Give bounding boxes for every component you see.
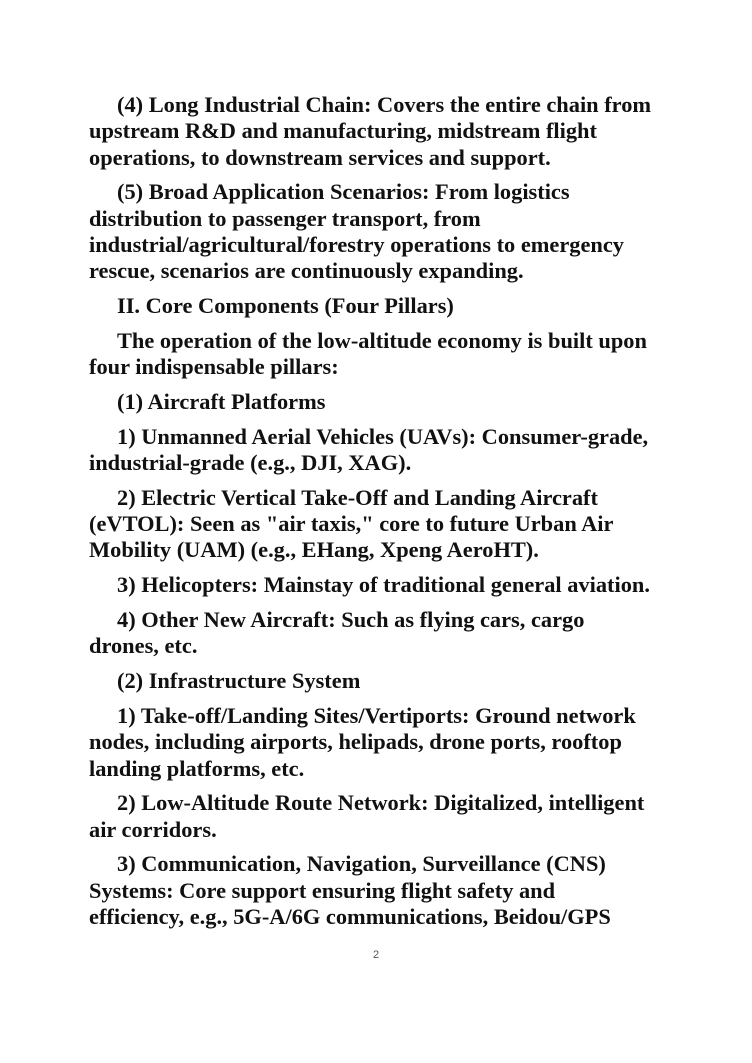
paragraph-broad-application-scenarios xyxy=(89,179,669,284)
text-line: upstream R&D and manufacturing, midstream flight xyxy=(89,118,597,144)
text-line: efficiency, e.g., 5G-A/6G communications, Beidou/GPS xyxy=(89,904,611,930)
text-line: four indispensable pillars: xyxy=(89,354,339,380)
document-page-body xyxy=(89,92,669,939)
subheading-infrastructure-system xyxy=(89,668,669,694)
text-line: II. Core Components (Four Pillars) xyxy=(117,293,454,319)
text-line: (1) Aircraft Platforms xyxy=(117,388,326,414)
text-line: industrial/agricultural/forestry operations to emergency xyxy=(89,231,625,257)
page-number: 2 xyxy=(372,949,380,961)
text-line: (2) Infrastructure System xyxy=(117,668,361,694)
text-line: Mobility (UAM) (e.g., EHang, Xpeng AeroHT). xyxy=(89,537,539,563)
paragraph-evtol xyxy=(89,485,669,564)
paragraph-four-pillars-intro xyxy=(89,328,669,381)
text-line: 2) Low-Altitude Route Network: Digitalized, intelligent xyxy=(117,790,645,816)
paragraph-other-new-aircraft xyxy=(89,607,669,660)
text-line: (5) Broad Application Scenarios: From logistics xyxy=(117,179,570,205)
text-line: rescue, scenarios are continuously expanding. xyxy=(89,258,524,284)
paragraph-route-network xyxy=(89,790,669,843)
text-line: nodes, including airports, helipads, drone ports, rooftop xyxy=(89,729,622,755)
text-line: 3) Communication, Navigation, Surveillance (CNS) xyxy=(117,851,606,877)
text-line: 3) Helicopters: Mainstay of traditional general aviation. xyxy=(117,572,650,598)
paragraph-uavs xyxy=(89,424,669,477)
section-heading-core-components xyxy=(89,293,669,319)
text-line: drones, etc. xyxy=(89,633,198,659)
text-line: (4) Long Industrial Chain: Covers the entire chain from xyxy=(117,92,652,117)
text-line: 4) Other New Aircraft: Such as flying cars, cargo xyxy=(117,607,585,633)
text-line: distribution to passenger transport, from xyxy=(89,205,481,231)
paragraph-vertiports xyxy=(89,703,669,782)
text-line: air corridors. xyxy=(89,816,217,842)
text-line: industrial-grade (e.g., DJI, XAG). xyxy=(89,450,412,476)
text-line: 1) Unmanned Aerial Vehicles (UAVs): Consumer-grade, xyxy=(117,423,649,449)
text-line: The operation of the low-altitude economy is built upon xyxy=(117,327,647,353)
paragraph-long-industrial-chain xyxy=(89,92,669,171)
text-line: (eVTOL): Seen as "air taxis," core to future Urban Air xyxy=(89,511,614,537)
subheading-aircraft-platforms xyxy=(89,389,669,415)
paragraph-helicopters xyxy=(89,572,669,598)
text-line: operations, to downstream services and support. xyxy=(89,144,551,170)
text-line: Systems: Core support ensuring flight safety and xyxy=(89,877,556,903)
text-line: landing platforms, etc. xyxy=(89,755,305,781)
paragraph-cns-systems xyxy=(89,851,669,930)
text-line: 2) Electric Vertical Take-Off and Landing Aircraft xyxy=(117,484,598,510)
text-line: 1) Take-off/Landing Sites/Vertiports: Ground network xyxy=(117,702,636,728)
